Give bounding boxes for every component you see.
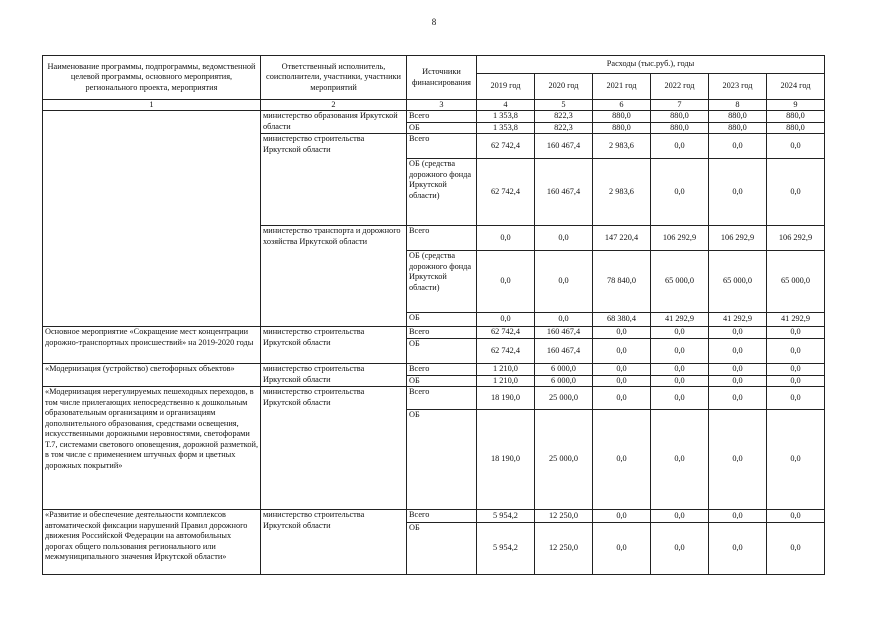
value-cell: 0,0 bbox=[767, 339, 825, 364]
value-cell: 0,0 bbox=[767, 523, 825, 575]
executor-cell: министерство строительства Иркутской области bbox=[261, 387, 407, 510]
value-cell: 880,0 bbox=[651, 111, 709, 123]
value-cell: 62 742,4 bbox=[477, 159, 535, 226]
column-number: 6 bbox=[593, 100, 651, 111]
value-cell: 0,0 bbox=[709, 364, 767, 376]
value-cell: 0,0 bbox=[477, 226, 535, 251]
header-name: Наименование программы, подпрограммы, ведомственной целевой программы, основного мероприятия, регионального проекта, мероприятия bbox=[43, 56, 261, 100]
value-cell: 0,0 bbox=[709, 327, 767, 339]
value-cell: 0,0 bbox=[593, 410, 651, 510]
value-cell: 0,0 bbox=[477, 251, 535, 313]
value-cell: 5 954,2 bbox=[477, 523, 535, 575]
value-cell: 0,0 bbox=[651, 523, 709, 575]
executor-cell: министерство образования Иркутской области bbox=[261, 111, 407, 134]
value-cell: 25 000,0 bbox=[535, 410, 593, 510]
value-cell: 12 250,0 bbox=[535, 523, 593, 575]
activity-name-cell: «Модернизация (устройство) светофорных объектов» bbox=[43, 364, 261, 387]
value-cell: 41 292,9 bbox=[651, 313, 709, 327]
source-cell: ОБ bbox=[407, 523, 477, 575]
value-cell: 880,0 bbox=[767, 111, 825, 123]
value-cell: 2 983,6 bbox=[593, 159, 651, 226]
value-cell: 822,3 bbox=[535, 111, 593, 123]
value-cell: 0,0 bbox=[593, 327, 651, 339]
header-executor: Ответственный исполнитель, соисполнители, участники, участники мероприятий bbox=[261, 56, 407, 100]
source-cell: Всего bbox=[407, 510, 477, 523]
table-row bbox=[43, 387, 825, 410]
program-name-cell bbox=[43, 111, 261, 327]
value-cell: 0,0 bbox=[767, 134, 825, 159]
value-cell: 880,0 bbox=[593, 122, 651, 134]
value-cell: 0,0 bbox=[709, 339, 767, 364]
column-number: 7 bbox=[651, 100, 709, 111]
value-cell: 822,3 bbox=[535, 122, 593, 134]
value-cell: 160 467,4 bbox=[535, 327, 593, 339]
value-cell: 0,0 bbox=[767, 364, 825, 376]
activity-name-cell: «Развитие и обеспечение деятельности комплексов автоматической фиксации нарушений Правил дорожного движения Российской Федерации на автомобильных дорогах общего пользования регионального или межмуниципального значения Иркутской области» bbox=[43, 510, 261, 575]
executor-cell: министерство строительства Иркутской области bbox=[261, 134, 407, 226]
value-cell: 0,0 bbox=[767, 387, 825, 410]
table-row bbox=[43, 510, 825, 523]
header-year: 2024 год bbox=[767, 74, 825, 100]
source-cell: ОБ bbox=[407, 375, 477, 387]
value-cell: 0,0 bbox=[477, 313, 535, 327]
value-cell: 78 840,0 bbox=[593, 251, 651, 313]
value-cell: 65 000,0 bbox=[709, 251, 767, 313]
source-cell: Всего bbox=[407, 364, 477, 376]
value-cell: 41 292,9 bbox=[767, 313, 825, 327]
value-cell: 0,0 bbox=[709, 387, 767, 410]
page-number: 8 bbox=[431, 17, 437, 27]
source-cell: ОБ bbox=[407, 339, 477, 364]
value-cell: 160 467,4 bbox=[535, 159, 593, 226]
value-cell: 106 292,9 bbox=[709, 226, 767, 251]
header-expenses: Расходы (тыс.руб.), годы bbox=[477, 56, 825, 74]
column-number: 4 bbox=[477, 100, 535, 111]
header-year: 2023 год bbox=[709, 74, 767, 100]
activity-name-cell: Основное мероприятие «Сокращение мест концентрации дорожно-транспортных происшествий» на 2019-2020 годы bbox=[43, 327, 261, 364]
column-number: 8 bbox=[709, 100, 767, 111]
value-cell: 1 353,8 bbox=[477, 111, 535, 123]
value-cell: 18 190,0 bbox=[477, 410, 535, 510]
value-cell: 0,0 bbox=[651, 410, 709, 510]
value-cell: 0,0 bbox=[767, 410, 825, 510]
value-cell: 160 467,4 bbox=[535, 134, 593, 159]
value-cell: 0,0 bbox=[651, 510, 709, 523]
value-cell: 0,0 bbox=[709, 375, 767, 387]
column-number: 1 bbox=[43, 100, 261, 111]
value-cell: 65 000,0 bbox=[767, 251, 825, 313]
value-cell: 5 954,2 bbox=[477, 510, 535, 523]
value-cell: 62 742,4 bbox=[477, 327, 535, 339]
value-cell: 0,0 bbox=[651, 364, 709, 376]
value-cell: 1 353,8 bbox=[477, 122, 535, 134]
value-cell: 0,0 bbox=[651, 375, 709, 387]
column-number: 3 bbox=[407, 100, 477, 111]
source-cell: ОБ (средства дорожного фонда Иркутской области) bbox=[407, 159, 477, 226]
source-cell: ОБ (средства дорожного фонда Иркутской области) bbox=[407, 251, 477, 313]
value-cell: 0,0 bbox=[709, 134, 767, 159]
value-cell: 12 250,0 bbox=[535, 510, 593, 523]
source-cell: Всего bbox=[407, 387, 477, 410]
table-row bbox=[43, 364, 825, 376]
value-cell: 1 210,0 bbox=[477, 375, 535, 387]
header-year: 2020 год bbox=[535, 74, 593, 100]
value-cell: 65 000,0 bbox=[651, 251, 709, 313]
value-cell: 0,0 bbox=[593, 387, 651, 410]
executor-cell: министерство транспорта и дорожного хозяйства Иркутской области bbox=[261, 226, 407, 327]
value-cell: 0,0 bbox=[593, 364, 651, 376]
value-cell: 6 000,0 bbox=[535, 364, 593, 376]
value-cell: 0,0 bbox=[767, 510, 825, 523]
value-cell: 0,0 bbox=[535, 313, 593, 327]
value-cell: 160 467,4 bbox=[535, 339, 593, 364]
value-cell: 0,0 bbox=[651, 387, 709, 410]
value-cell: 0,0 bbox=[593, 510, 651, 523]
source-cell: ОБ bbox=[407, 410, 477, 510]
value-cell: 68 380,4 bbox=[593, 313, 651, 327]
value-cell: 41 292,9 bbox=[709, 313, 767, 327]
source-cell: Всего bbox=[407, 111, 477, 123]
executor-cell: министерство строительства Иркутской области bbox=[261, 364, 407, 387]
header-year: 2021 год bbox=[593, 74, 651, 100]
value-cell: 880,0 bbox=[709, 122, 767, 134]
value-cell: 880,0 bbox=[709, 111, 767, 123]
header-year: 2022 год bbox=[651, 74, 709, 100]
header-year: 2019 год bbox=[477, 74, 535, 100]
value-cell: 0,0 bbox=[709, 510, 767, 523]
header-source: Источники финансирования bbox=[407, 56, 477, 100]
executor-cell: министерство строительства Иркутской области bbox=[261, 327, 407, 364]
value-cell: 25 000,0 bbox=[535, 387, 593, 410]
value-cell: 0,0 bbox=[767, 159, 825, 226]
value-cell: 0,0 bbox=[651, 327, 709, 339]
value-cell: 0,0 bbox=[651, 134, 709, 159]
source-cell: Всего bbox=[407, 226, 477, 251]
activity-name-cell: «Модернизация нерегулируемых пешеходных переходов, в том числе прилегающих непосредственно к дошкольным образовательным организациям и организациям дополнительного образования, средствами освещения, искусственными дорожными неровностями, светофорами Т.7, системами светового оповещения, дорожной разметкой, в том числе с применением штучных форм и цветных дорожных покрытий» bbox=[43, 387, 261, 510]
value-cell: 0,0 bbox=[593, 339, 651, 364]
value-cell: 147 220,4 bbox=[593, 226, 651, 251]
column-number: 9 bbox=[767, 100, 825, 111]
value-cell: 0,0 bbox=[767, 375, 825, 387]
value-cell: 0,0 bbox=[593, 375, 651, 387]
budget-table bbox=[42, 55, 825, 575]
executor-cell: министерство строительства Иркутской области bbox=[261, 510, 407, 575]
value-cell: 1 210,0 bbox=[477, 364, 535, 376]
value-cell: 0,0 bbox=[767, 327, 825, 339]
table-row bbox=[43, 327, 825, 339]
value-cell: 62 742,4 bbox=[477, 339, 535, 364]
value-cell: 2 983,6 bbox=[593, 134, 651, 159]
value-cell: 0,0 bbox=[709, 523, 767, 575]
value-cell: 880,0 bbox=[593, 111, 651, 123]
source-cell: Всего bbox=[407, 327, 477, 339]
source-cell: ОБ bbox=[407, 122, 477, 134]
value-cell: 62 742,4 bbox=[477, 134, 535, 159]
value-cell: 0,0 bbox=[651, 339, 709, 364]
value-cell: 6 000,0 bbox=[535, 375, 593, 387]
value-cell: 18 190,0 bbox=[477, 387, 535, 410]
value-cell: 0,0 bbox=[535, 226, 593, 251]
column-number: 5 bbox=[535, 100, 593, 111]
column-number: 2 bbox=[261, 100, 407, 111]
value-cell: 0,0 bbox=[651, 159, 709, 226]
value-cell: 880,0 bbox=[651, 122, 709, 134]
source-cell: Всего bbox=[407, 134, 477, 159]
value-cell: 106 292,9 bbox=[767, 226, 825, 251]
value-cell: 106 292,9 bbox=[651, 226, 709, 251]
value-cell: 0,0 bbox=[709, 159, 767, 226]
value-cell: 0,0 bbox=[709, 410, 767, 510]
table-row bbox=[43, 111, 825, 123]
value-cell: 0,0 bbox=[593, 523, 651, 575]
value-cell: 0,0 bbox=[535, 251, 593, 313]
source-cell: ОБ bbox=[407, 313, 477, 327]
value-cell: 880,0 bbox=[767, 122, 825, 134]
